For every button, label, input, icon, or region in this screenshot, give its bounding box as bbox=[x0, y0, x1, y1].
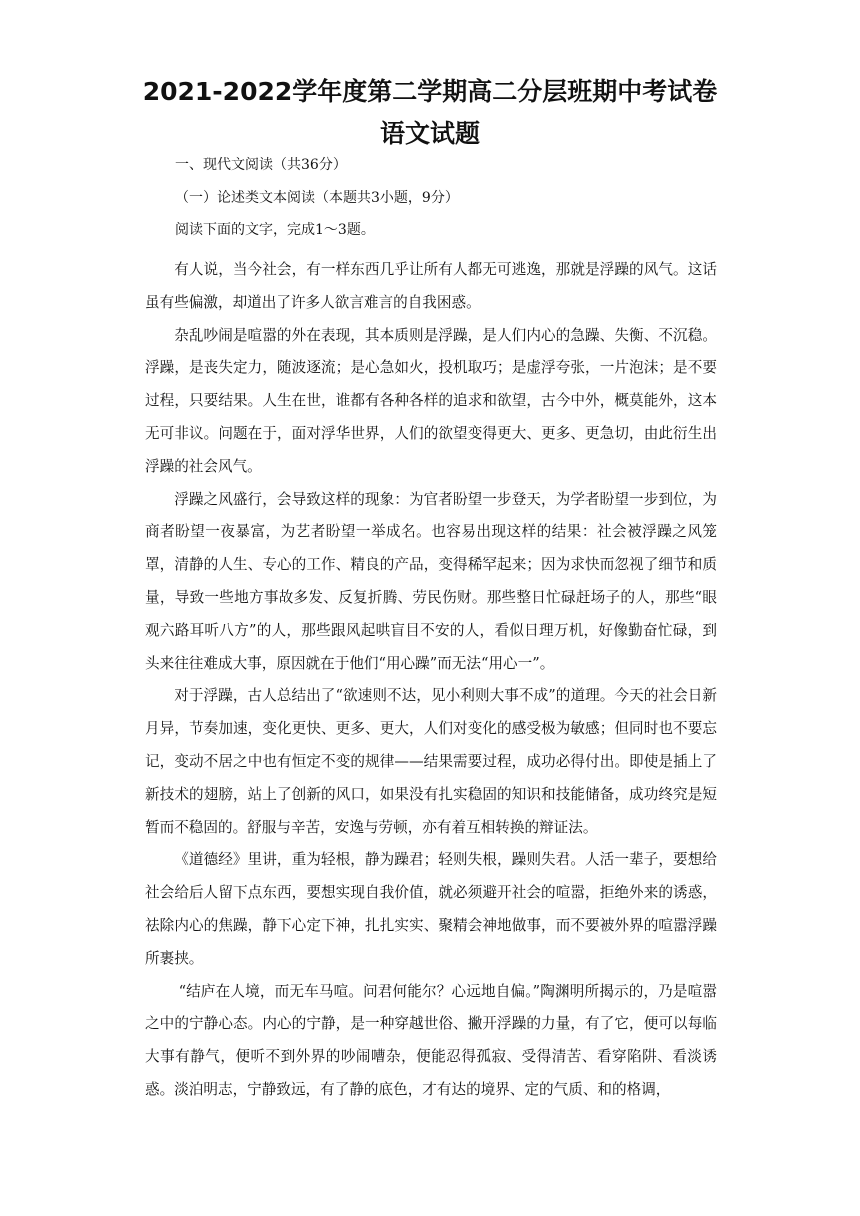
reading-instruction: 阅读下面的文字，完成1～3题。 bbox=[175, 222, 375, 238]
passage-paragraph: 对于浮躁，古人总结出了“欲速则不达，见小利则大事不成”的道理。今天的社会日新月异，节奏加速，变化更快、更多、更大，人们对变化的感受极为敏感；但同时也不要忘记，变动不居之中也有恒定不变的规律——结果需要过程，成功必得付出。即使是插上了新技术的翅膀，站上了创新的风口，如果没有扎实稳固的知识和技能储备，成功终究是短暂而不稳固的。舒服与辛苦，安逸与劳顿，亦有着互相转换的辩证法。 bbox=[145, 687, 717, 836]
section-heading: 一、现代文阅读（共36分） bbox=[175, 157, 347, 173]
passage-paragraph: 《道德经》里讲，重为轻根，静为躁君；轻则失根，躁则失君。人活一辈子，要想给社会给后人留下点东西，要想实现自我价值，就必须避开社会的喧嚣，拒绝外来的诱惑，祛除内心的焦躁，静下心定下神，扎扎实实、聚精会神地做事，而不要被外界的喧嚣浮躁所裹挟。 bbox=[145, 851, 717, 967]
passage-paragraph: 有人说，当今社会，有一样东西几乎让所有人都无可逃逸，那就是浮躁的风气。这话虽有些偏激，却道出了许多人欲言难言的自我困惑。 bbox=[145, 261, 717, 311]
reading-passage bbox=[145, 254, 717, 1107]
passage-paragraph: 杂乱吵闹是喧嚣的外在表现，其本质则是浮躁，是人们内心的急躁、失衡、不沉稳。浮躁，是丧失定力，随波逐流；是心急如火，投机取巧；是虚浮夸张，一片泡沫；是不要过程，只要结果。人生在世，谁都有各种各样的追求和欲望，古今中外，概莫能外，这本无可非议。问题在于，面对浮华世界，人们的欲望变得更大、更多、更急切，由此衍生出浮躁的社会风气。 bbox=[145, 326, 717, 475]
passage-paragraph: “结庐在人境，而无车马喧。问君何能尔？心远地自偏。”陶渊明所揭示的，乃是喧嚣之中的宁静心态。内心的宁静，是一种穿越世俗、撇开浮躁的力量，有了它，便可以每临大事有静气，便听不到外界的吵闹嘈杂，便能忍得孤寂、受得清苦、看穿陷阱、看淡诱惑。淡泊明志，宁静致远，有了静的底色，才有达的境界、定的气质、和的格调， bbox=[145, 982, 717, 1098]
passage-paragraph: 浮躁之风盛行，会导致这样的现象：为官者盼望一步登天，为学者盼望一步到位，为商者盼望一夜暴富，为艺者盼望一举成名。也容易出现这样的结果：社会被浮躁之风笼罩，清静的人生、专心的工作、精良的产品，变得稀罕起来；因为求快而忽视了细节和质量，导致一些地方事故多发、反复折腾、劳民伤财。那些整日忙碌赶场子的人，那些“眼观六路耳听八方”的人，那些跟风起哄盲目不安的人，看似日理万机，好像勤奋忙碌，到头来往往难成大事，原因就在于他们“用心躁”而无法“用心一”。 bbox=[145, 490, 717, 672]
exam-title: 2021-2022学年度第二学期高二分层班期中考试卷 bbox=[142, 77, 718, 106]
subsection-heading: （一）论述类文本阅读（本题共3小题，9分） bbox=[175, 190, 459, 206]
exam-subtitle: 语文试题 bbox=[379, 119, 480, 148]
